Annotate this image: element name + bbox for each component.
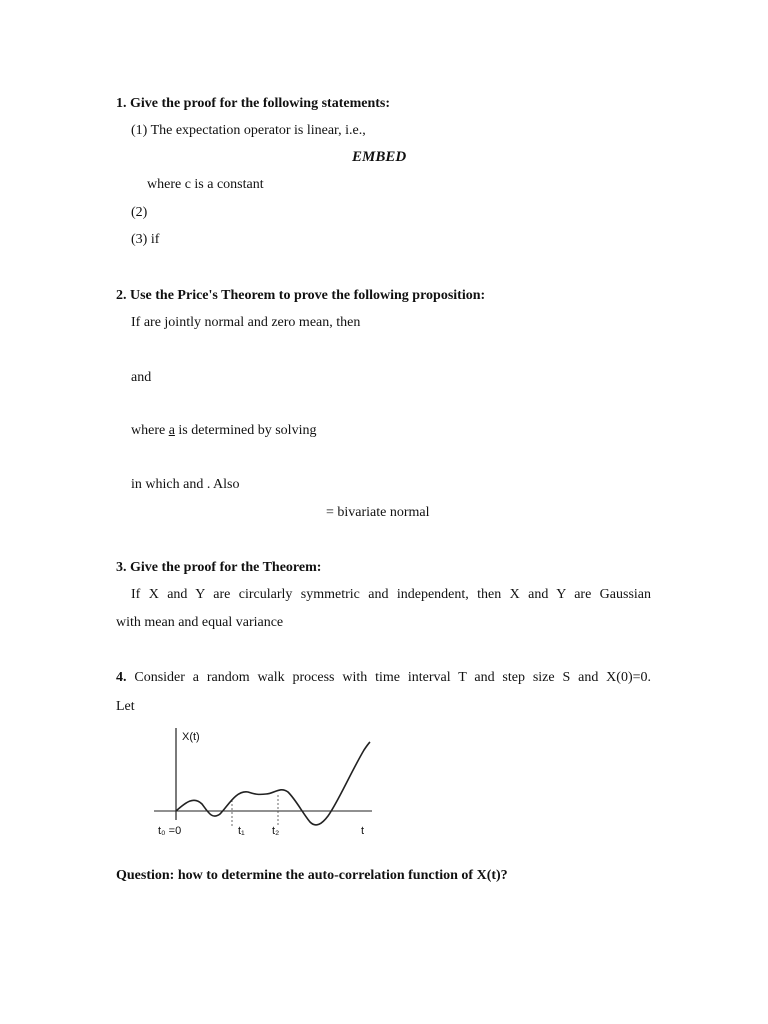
q2-line3 — [131, 422, 316, 440]
final-question: Question: how to determine the auto-correlation function of X(t)? — [116, 868, 508, 883]
q4-line2: Let — [116, 699, 135, 714]
q2-heading: 2. Use the Price's Theorem to prove the following proposition: — [116, 288, 486, 303]
q2-line3-pre: where — [131, 423, 169, 438]
q1-item3: (3) if — [131, 232, 160, 247]
t0-label: t₀ =0 — [158, 825, 182, 837]
q1-item1: (1) The expectation operator is linear, i.e., — [131, 123, 366, 138]
t-label: t — [361, 825, 365, 837]
q2-line5: = bivariate normal — [326, 505, 430, 520]
t1-label: t₁ — [238, 825, 245, 837]
q4-text: Consider a random walk process with time interval T and step size S and X(0)=0. — [126, 670, 651, 685]
q3-heading: 3. Give the proof for the Theorem: — [116, 560, 322, 575]
q2-line3-post: is determined by solving — [174, 423, 317, 438]
q2-line3-var: a — [168, 423, 175, 438]
q1-item2: (2) — [131, 205, 148, 220]
q4-line1 — [116, 669, 651, 687]
q2-line1: If are jointly normal and zero mean, then — [131, 315, 361, 330]
q4-number: 4. — [116, 670, 127, 685]
q1-heading: 1. Give the proof for the following statements: — [116, 96, 390, 111]
q1-note: where c is a constant — [147, 177, 264, 192]
y-axis-label: X(t) — [182, 731, 200, 743]
random-walk-figure — [150, 722, 380, 842]
q2-line4: in which and . Also — [131, 477, 240, 492]
sample-path-curve — [176, 742, 370, 825]
q3-line2: with mean and equal variance — [116, 615, 284, 630]
t2-label: t₂ — [272, 825, 280, 837]
q2-line2: and — [131, 370, 152, 385]
q3-line1: If X and Y are circularly symmetric and independent, then X and Y are Gaussian — [131, 587, 651, 602]
embed-placeholder: EMBED — [352, 149, 407, 165]
